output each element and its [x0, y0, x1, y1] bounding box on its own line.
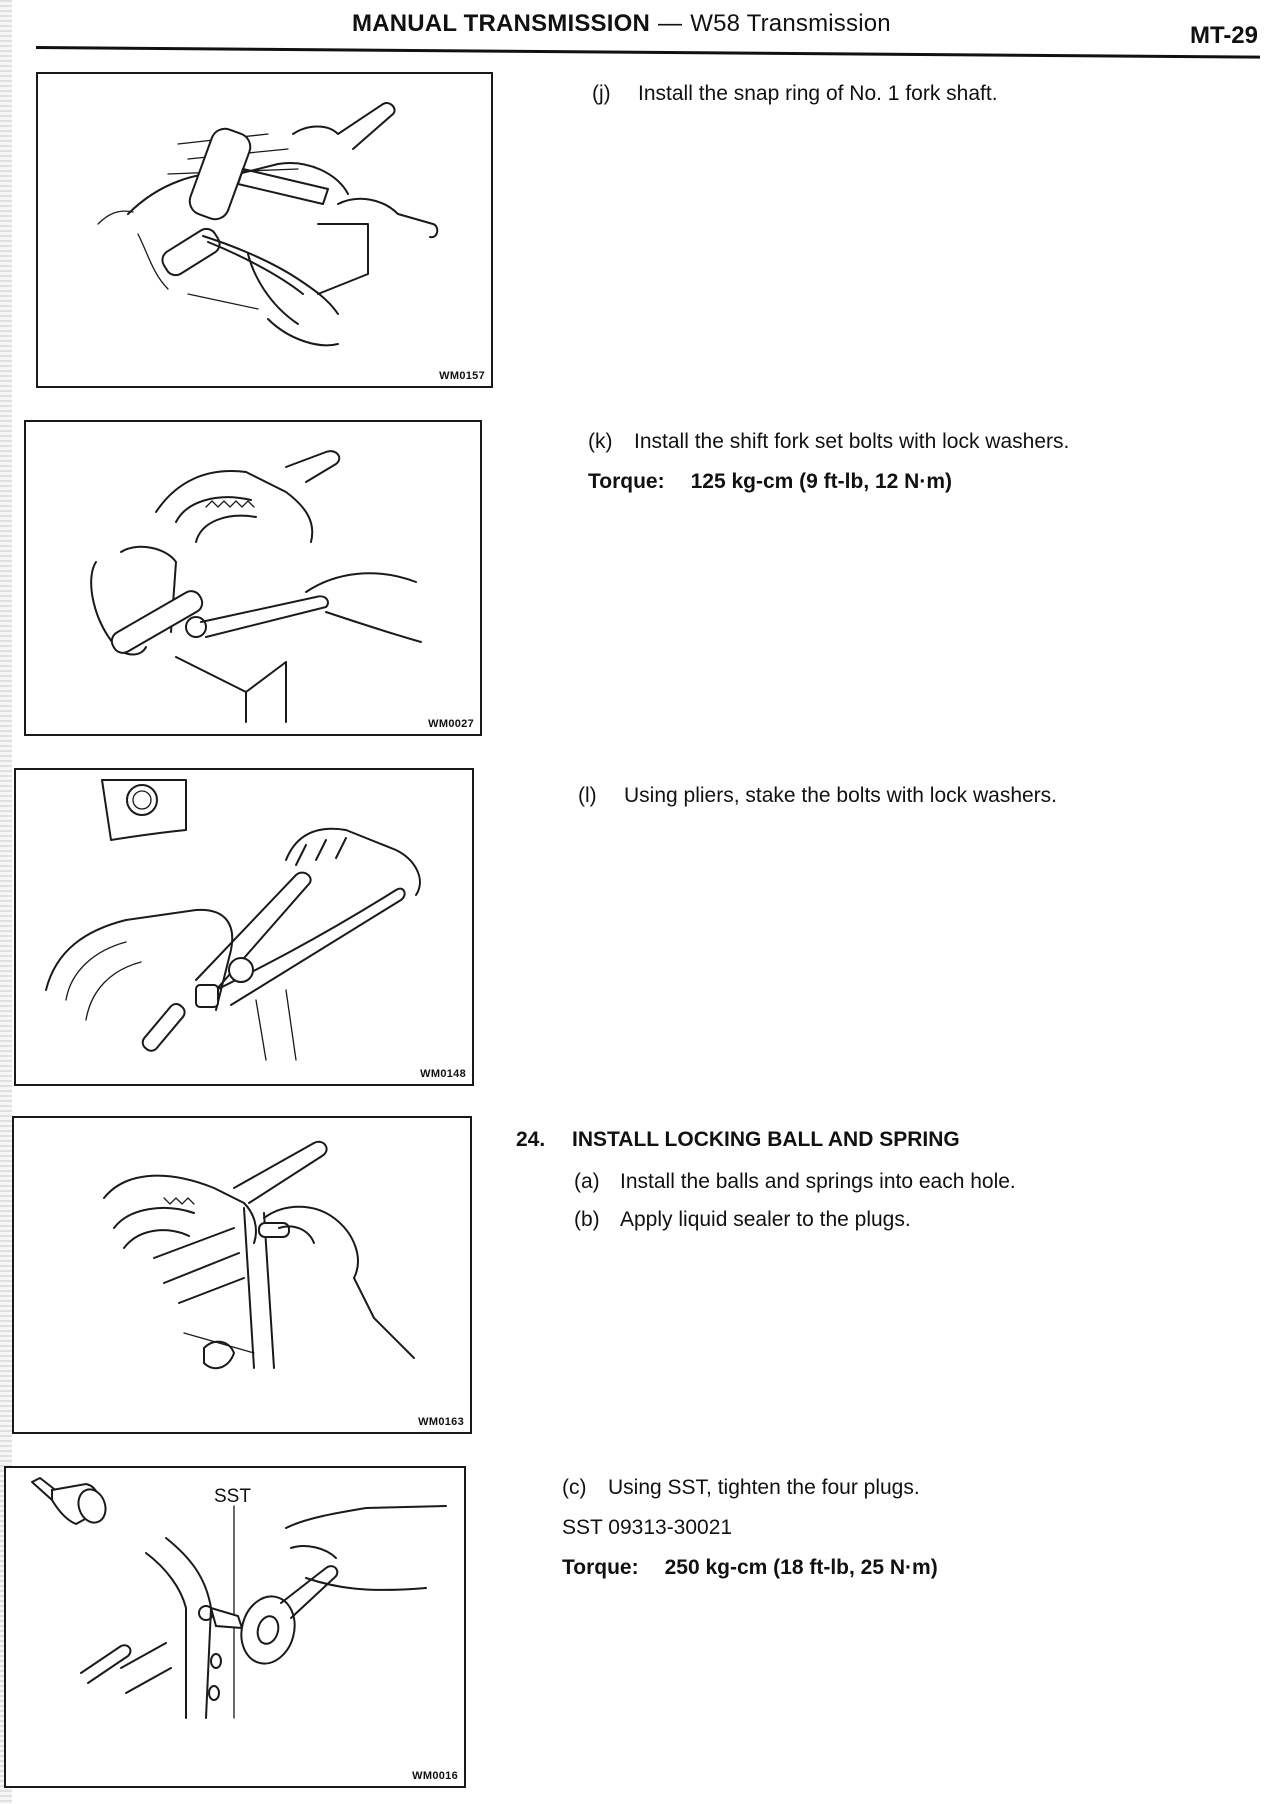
section-title: MANUAL TRANSMISSION [352, 10, 651, 37]
torque-value: 250 kg-cm (18 ft-lb, 25 N·m) [664, 1556, 938, 1579]
step-text: Install the snap ring of No. 1 fork shaft. [638, 82, 998, 105]
sst-ratchet-illustration-icon [6, 1468, 464, 1786]
section-number: 24. [516, 1128, 546, 1151]
step-tag: (l) [578, 784, 597, 807]
page-number: MT-29 [1189, 22, 1258, 49]
step-24b [574, 1208, 911, 1232]
step-tag: (k) [588, 430, 613, 453]
step-text: Using pliers, stake the bolts with lock washers. [624, 784, 1058, 807]
snap-ring-illustration-icon [38, 74, 491, 386]
figure-id: WM0016 [412, 1770, 458, 1782]
torque-spec-c [562, 1556, 938, 1580]
torque-label: Torque: [562, 1556, 639, 1579]
stake-bolts-illustration-icon [16, 770, 472, 1084]
step-24c [562, 1476, 920, 1500]
shift-fork-bolts-illustration-icon [26, 422, 480, 734]
section-heading-text: INSTALL LOCKING BALL AND SPRING [572, 1128, 960, 1151]
figure-id: WM0027 [428, 718, 474, 730]
figure-snap-ring [36, 72, 493, 388]
figure-sst-plugs [4, 1466, 466, 1788]
torque-spec-k [588, 470, 952, 494]
step-tag: (b) [574, 1208, 600, 1231]
step-text: Install the balls and springs into each hole. [620, 1170, 1016, 1193]
section-subtitle: W58 Transmission [690, 10, 891, 37]
sst-part-number: SST 09313-30021 [562, 1516, 733, 1539]
step-text: Apply liquid sealer to the plugs. [620, 1208, 911, 1231]
sst-callout-label: SST [214, 1486, 251, 1507]
figure-id: WM0157 [439, 370, 485, 382]
sst-socket-icon [32, 1478, 110, 1526]
step-text: Install the shift fork set bolts with lock washers. [634, 430, 1070, 453]
step-tag: (a) [574, 1170, 600, 1193]
title-separator: — [658, 10, 683, 37]
header-rule [36, 46, 1260, 59]
step-k [588, 430, 1069, 454]
step-tag: (j) [592, 82, 611, 105]
figure-shift-fork-bolts [24, 420, 482, 736]
locking-ball-illustration-icon [14, 1118, 470, 1432]
step-tag: (c) [562, 1476, 587, 1499]
figure-stake-bolts [14, 768, 474, 1086]
torque-label: Torque: [588, 470, 665, 493]
figure-id: WM0148 [420, 1068, 466, 1080]
page-header-title [352, 10, 891, 38]
figure-locking-ball-spring [12, 1116, 472, 1434]
step-24a [574, 1170, 1016, 1194]
step-j [592, 82, 998, 106]
section-24-heading [516, 1128, 960, 1152]
step-l [578, 784, 1057, 808]
torque-value: 125 kg-cm (9 ft-lb, 12 N·m) [690, 470, 953, 493]
step-text: Using SST, tighten the four plugs. [608, 1476, 920, 1499]
figure-id: WM0163 [418, 1416, 464, 1428]
